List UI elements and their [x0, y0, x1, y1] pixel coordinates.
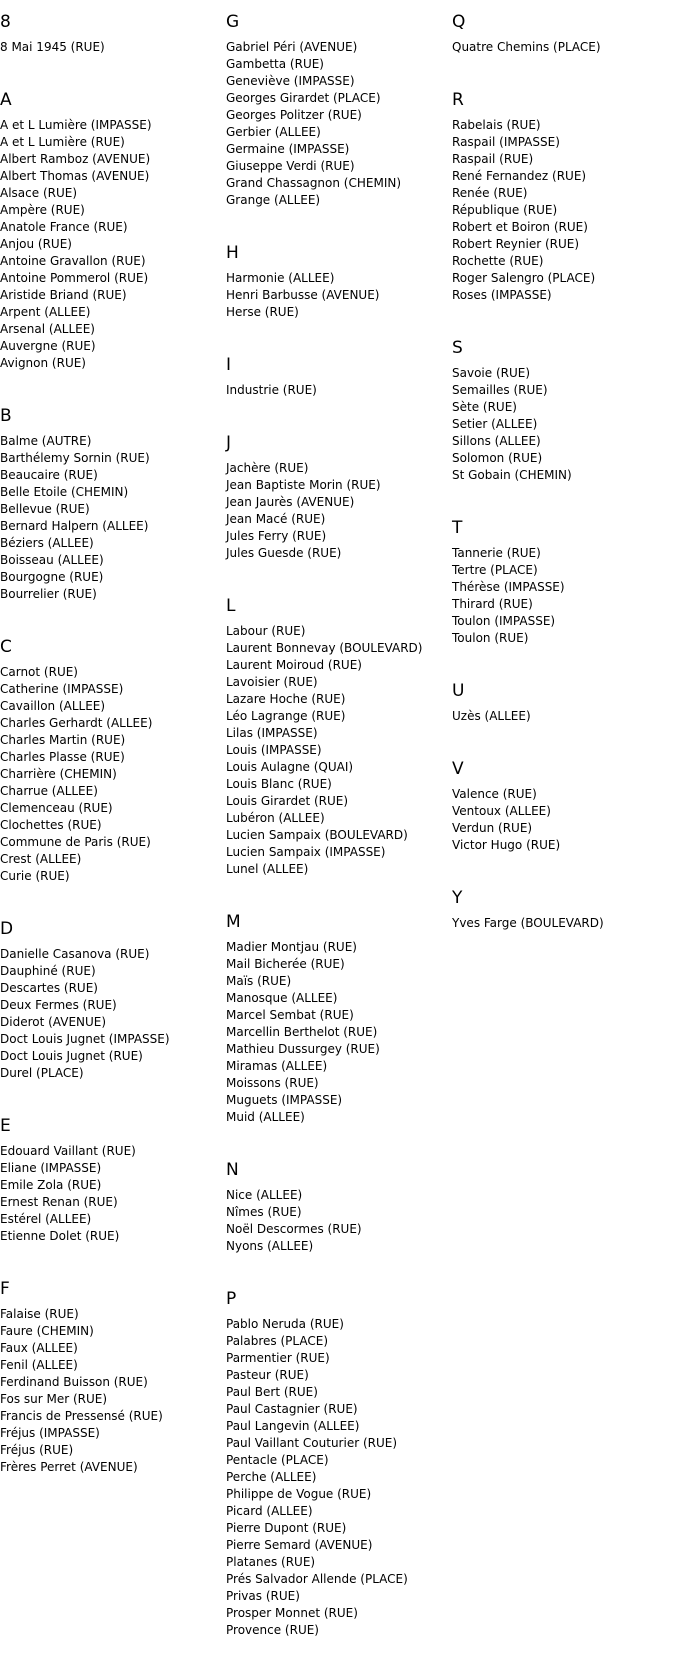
street-entry: Lazare Hoche (RUE) [226, 692, 346, 706]
street-entry: Mail Bicherée (RUE) [226, 957, 345, 971]
street-entry: Madier Montjau (RUE) [226, 940, 357, 954]
street-entry: Arpent (ALLEE) [0, 305, 91, 319]
street-entry: Ventoux (ALLEE) [452, 804, 551, 818]
letter-heading: M [226, 912, 241, 932]
street-entry: Yves Farge (BOULEVARD) [452, 916, 604, 930]
letter-group [452, 336, 672, 484]
street-entry: Béziers (ALLEE) [0, 536, 94, 550]
street-entry: Nyons (ALLEE) [226, 1239, 314, 1253]
street-entry: Verdun (RUE) [452, 821, 533, 835]
street-entry: Beaucaire (RUE) [0, 468, 98, 482]
street-entry: Marcellin Berthelot (RUE) [226, 1025, 378, 1039]
street-entry: Miramas (ALLEE) [226, 1059, 328, 1073]
street-entry: Ampère (RUE) [0, 203, 85, 217]
street-entry: Charles Plasse (RUE) [0, 750, 125, 764]
letter-heading: V [452, 759, 464, 779]
street-entry: Prosper Monnet (RUE) [226, 1606, 358, 1620]
street-entry: Bellevue (RUE) [0, 502, 90, 516]
letter-group [226, 1158, 451, 1255]
street-entry: Clochettes (RUE) [0, 818, 102, 832]
street-entry: Giuseppe Verdi (RUE) [226, 159, 355, 173]
street-entry: République (RUE) [452, 203, 558, 217]
street-entry: Commune de Paris (RUE) [0, 835, 151, 849]
street-entry: Tertre (PLACE) [452, 563, 538, 577]
street-entry: Bernard Halpern (ALLEE) [0, 519, 149, 533]
letter-group [0, 1277, 215, 1476]
letter-heading: P [226, 1289, 237, 1309]
street-entry: Dauphiné (RUE) [0, 964, 96, 978]
street-entry: Toulon (IMPASSE) [452, 614, 556, 628]
letter-group [452, 757, 672, 854]
street-entry: Pasteur (RUE) [226, 1368, 309, 1382]
street-entry: Auvergne (RUE) [0, 339, 96, 353]
street-entry: Robert Reynier (RUE) [452, 237, 580, 251]
street-entry: Paul Castagnier (RUE) [226, 1402, 358, 1416]
street-entry: Clemenceau (RUE) [0, 801, 113, 815]
street-entry: Georges Girardet (PLACE) [226, 91, 381, 105]
street-entry: Louis Aulagne (QUAI) [226, 760, 354, 774]
street-entry: Muguets (IMPASSE) [226, 1093, 343, 1107]
street-entry: Cavaillon (ALLEE) [0, 699, 106, 713]
street-entry: Nîmes (RUE) [226, 1205, 302, 1219]
street-entry: Picard (ALLEE) [226, 1504, 313, 1518]
street-entry: Parmentier (RUE) [226, 1351, 330, 1365]
street-entry: Moissons (RUE) [226, 1076, 319, 1090]
street-entry: Thérèse (IMPASSE) [452, 580, 565, 594]
street-entry: Carnot (RUE) [0, 665, 78, 679]
street-entry: Mathieu Dussurgey (RUE) [226, 1042, 380, 1056]
street-entry: Henri Barbusse (AVENUE) [226, 288, 380, 302]
letter-heading: Y [452, 888, 463, 908]
street-entry: Rabelais (RUE) [452, 118, 541, 132]
street-entry: Privas (RUE) [226, 1589, 300, 1603]
street-entry: Aristide Briand (RUE) [0, 288, 127, 302]
street-index-column-1 [0, 10, 215, 1508]
street-entry: Tannerie (RUE) [452, 546, 541, 560]
street-entry: Doct Louis Jugnet (RUE) [0, 1049, 143, 1063]
street-entry: Raspail (IMPASSE) [452, 135, 560, 149]
letter-group [452, 88, 672, 304]
street-entry: Crest (ALLEE) [0, 852, 82, 866]
street-entry: Germaine (IMPASSE) [226, 142, 350, 156]
letter-heading: G [226, 12, 240, 32]
street-entry: Louis Girardet (RUE) [226, 794, 349, 808]
letter-heading: N [226, 1160, 239, 1180]
letter-heading: E [0, 1116, 11, 1136]
street-entry: Albert Thomas (AVENUE) [0, 169, 150, 183]
street-entry: Lucien Sampaix (BOULEVARD) [226, 828, 408, 842]
street-entry: Palabres (PLACE) [226, 1334, 328, 1348]
letter-group [0, 1114, 215, 1245]
street-entry: Gerbier (ALLEE) [226, 125, 321, 139]
street-entry: Philippe de Vogue (RUE) [226, 1487, 372, 1501]
street-entry: A et L Lumière (IMPASSE) [0, 118, 152, 132]
street-entry: Lubéron (ALLEE) [226, 811, 325, 825]
street-entry: Barthélemy Sornin (RUE) [0, 451, 150, 465]
street-entry: Charrue (ALLEE) [0, 784, 98, 798]
street-entry: Laurent Moiroud (RUE) [226, 658, 362, 672]
street-entry: Roses (IMPASSE) [452, 288, 552, 302]
street-entry: Jean Jaurès (AVENUE) [226, 495, 355, 509]
street-entry: Harmonie (ALLEE) [226, 271, 335, 285]
street-entry: Valence (RUE) [452, 787, 537, 801]
street-entry: Eliane (IMPASSE) [0, 1161, 102, 1175]
street-entry: Charles Martin (RUE) [0, 733, 126, 747]
street-entry: Grand Chassagnon (CHEMIN) [226, 176, 402, 190]
street-entry: Charles Gerhardt (ALLEE) [0, 716, 153, 730]
street-entry: Frères Perret (AVENUE) [0, 1460, 138, 1474]
street-entry: Pierre Dupont (RUE) [226, 1521, 347, 1535]
street-entry: Bourrelier (RUE) [0, 587, 97, 601]
street-entry: Uzès (ALLEE) [452, 709, 531, 723]
street-entry: Anatole France (RUE) [0, 220, 128, 234]
letter-heading: T [452, 518, 463, 538]
street-entry: Léo Lagrange (RUE) [226, 709, 346, 723]
street-entry: Deux Fermes (RUE) [0, 998, 117, 1012]
street-entry: Catherine (IMPASSE) [0, 682, 124, 696]
street-entry: Doct Louis Jugnet (IMPASSE) [0, 1032, 170, 1046]
letter-heading: B [0, 406, 12, 426]
street-entry: A et L Lumière (RUE) [0, 135, 125, 149]
street-entry: Industrie (RUE) [226, 383, 317, 397]
letter-heading: S [452, 338, 463, 358]
street-entry: Durel (PLACE) [0, 1066, 84, 1080]
letter-heading: Q [452, 12, 466, 32]
letter-heading: D [0, 919, 14, 939]
street-entry: Solomon (RUE) [452, 451, 543, 465]
letter-heading: A [0, 90, 12, 110]
street-entry: Pierre Semard (AVENUE) [226, 1538, 373, 1552]
street-entry: Anjou (RUE) [0, 237, 72, 251]
letter-heading: L [226, 596, 236, 616]
street-entry: Pablo Neruda (RUE) [226, 1317, 344, 1331]
street-entry: Setier (ALLEE) [452, 417, 538, 431]
street-entry: Raspail (RUE) [452, 152, 534, 166]
street-entry: Sillons (ALLEE) [452, 434, 541, 448]
street-entry: Paul Vaillant Couturier (RUE) [226, 1436, 398, 1450]
street-entry: Laurent Bonnevay (BOULEVARD) [226, 641, 423, 655]
letter-group [0, 88, 215, 372]
street-entry: Maïs (RUE) [226, 974, 292, 988]
street-entry: Manosque (ALLEE) [226, 991, 338, 1005]
street-entry: Savoie (RUE) [452, 366, 531, 380]
street-entry: Victor Hugo (RUE) [452, 838, 561, 852]
street-entry: Diderot (AVENUE) [0, 1015, 107, 1029]
street-entry: Provence (RUE) [226, 1623, 319, 1637]
street-entry: Etienne Dolet (RUE) [0, 1229, 120, 1243]
street-entry: Faux (ALLEE) [0, 1341, 78, 1355]
street-entry: Quatre Chemins (PLACE) [452, 40, 601, 54]
street-entry: Labour (RUE) [226, 624, 306, 638]
street-entry: Gabriel Péri (AVENUE) [226, 40, 358, 54]
street-entry: Noël Descormes (RUE) [226, 1222, 362, 1236]
letter-heading: C [0, 637, 12, 657]
letter-group [226, 1287, 451, 1639]
street-entry: Jean Macé (RUE) [226, 512, 326, 526]
street-entry: Antoine Pommerol (RUE) [0, 271, 149, 285]
street-entry: Pentacle (PLACE) [226, 1453, 329, 1467]
street-entry: Faure (CHEMIN) [0, 1324, 94, 1338]
street-index-column-2 [226, 10, 451, 1671]
letter-group [0, 635, 215, 885]
street-entry: Boisseau (ALLEE) [0, 553, 104, 567]
street-entry: Descartes (RUE) [0, 981, 98, 995]
street-entry: Fréjus (RUE) [0, 1443, 74, 1457]
street-entry: Belle Etoile (CHEMIN) [0, 485, 129, 499]
street-entry: Thirard (RUE) [452, 597, 533, 611]
street-entry: Jachère (RUE) [226, 461, 309, 475]
street-entry: Falaise (RUE) [0, 1307, 79, 1321]
street-entry: Herse (RUE) [226, 305, 299, 319]
street-entry: Louis (IMPASSE) [226, 743, 322, 757]
letter-group [0, 404, 215, 603]
street-entry: Antoine Gravallon (RUE) [0, 254, 146, 268]
street-entry: Ferdinand Buisson (RUE) [0, 1375, 148, 1389]
street-entry: Fenil (ALLEE) [0, 1358, 78, 1372]
letter-group [0, 10, 215, 56]
street-entry: Fos sur Mer (RUE) [0, 1392, 108, 1406]
street-entry: Semailles (RUE) [452, 383, 548, 397]
letter-group [226, 353, 451, 399]
letter-group [0, 917, 215, 1082]
letter-group [452, 516, 672, 647]
street-entry: Edouard Vaillant (RUE) [0, 1144, 136, 1158]
street-entry: Emile Zola (RUE) [0, 1178, 102, 1192]
street-entry: Danielle Casanova (RUE) [0, 947, 150, 961]
letter-group [226, 10, 451, 209]
street-entry: Estérel (ALLEE) [0, 1212, 92, 1226]
street-entry: Charrière (CHEMIN) [0, 767, 117, 781]
street-entry: Paul Bert (RUE) [226, 1385, 318, 1399]
letter-heading: J [226, 433, 232, 453]
street-entry: Roger Salengro (PLACE) [452, 271, 596, 285]
street-entry: St Gobain (CHEMIN) [452, 468, 572, 482]
letter-group [226, 241, 451, 321]
letter-heading: I [226, 355, 232, 375]
street-entry: Nice (ALLEE) [226, 1188, 303, 1202]
street-entry: Perche (ALLEE) [226, 1470, 317, 1484]
letter-group [452, 679, 672, 725]
letter-heading: U [452, 681, 465, 701]
street-entry: Ernest Renan (RUE) [0, 1195, 118, 1209]
street-entry: 8 Mai 1945 (RUE) [0, 40, 105, 54]
street-entry: Fréjus (IMPASSE) [0, 1426, 100, 1440]
street-entry: Alsace (RUE) [0, 186, 78, 200]
letter-group [452, 10, 672, 56]
letter-group [226, 431, 451, 562]
street-entry: Lilas (IMPASSE) [226, 726, 318, 740]
street-entry: Louis Blanc (RUE) [226, 777, 332, 791]
street-entry: Prés Salvador Allende (PLACE) [226, 1572, 408, 1586]
street-entry: Lucien Sampaix (IMPASSE) [226, 845, 386, 859]
street-entry: René Fernandez (RUE) [452, 169, 587, 183]
letter-group [226, 910, 451, 1126]
street-entry: Geneviève (IMPASSE) [226, 74, 355, 88]
street-entry: Sète (RUE) [452, 400, 517, 414]
letter-heading: 8 [0, 12, 11, 32]
street-entry: Rochette (RUE) [452, 254, 544, 268]
letter-heading: H [226, 243, 239, 263]
street-entry: Grange (ALLEE) [226, 193, 321, 207]
letter-heading: R [452, 90, 464, 110]
street-entry: Platanes (RUE) [226, 1555, 316, 1569]
letter-group [452, 886, 672, 932]
street-entry: Lavoisier (RUE) [226, 675, 318, 689]
street-entry: Balme (AUTRE) [0, 434, 92, 448]
street-entry: Gambetta (RUE) [226, 57, 324, 71]
street-entry: Francis de Pressensé (RUE) [0, 1409, 163, 1423]
street-entry: Paul Langevin (ALLEE) [226, 1419, 360, 1433]
street-entry: Bourgogne (RUE) [0, 570, 104, 584]
street-entry: Curie (RUE) [0, 869, 70, 883]
street-entry: Jean Baptiste Morin (RUE) [226, 478, 381, 492]
street-entry: Lunel (ALLEE) [226, 862, 309, 876]
street-entry: Marcel Sembat (RUE) [226, 1008, 354, 1022]
street-entry: Muid (ALLEE) [226, 1110, 305, 1124]
street-entry: Albert Ramboz (AVENUE) [0, 152, 151, 166]
street-entry: Jules Ferry (RUE) [226, 529, 327, 543]
street-entry: Robert et Boiron (RUE) [452, 220, 588, 234]
street-entry: Renée (RUE) [452, 186, 528, 200]
street-index-column-3 [452, 10, 672, 964]
letter-group [226, 594, 451, 878]
street-entry: Jules Guesde (RUE) [226, 546, 342, 560]
street-entry: Georges Politzer (RUE) [226, 108, 362, 122]
street-entry: Avignon (RUE) [0, 356, 86, 370]
letter-heading: F [0, 1279, 10, 1299]
street-entry: Toulon (RUE) [452, 631, 529, 645]
street-entry: Arsenal (ALLEE) [0, 322, 95, 336]
